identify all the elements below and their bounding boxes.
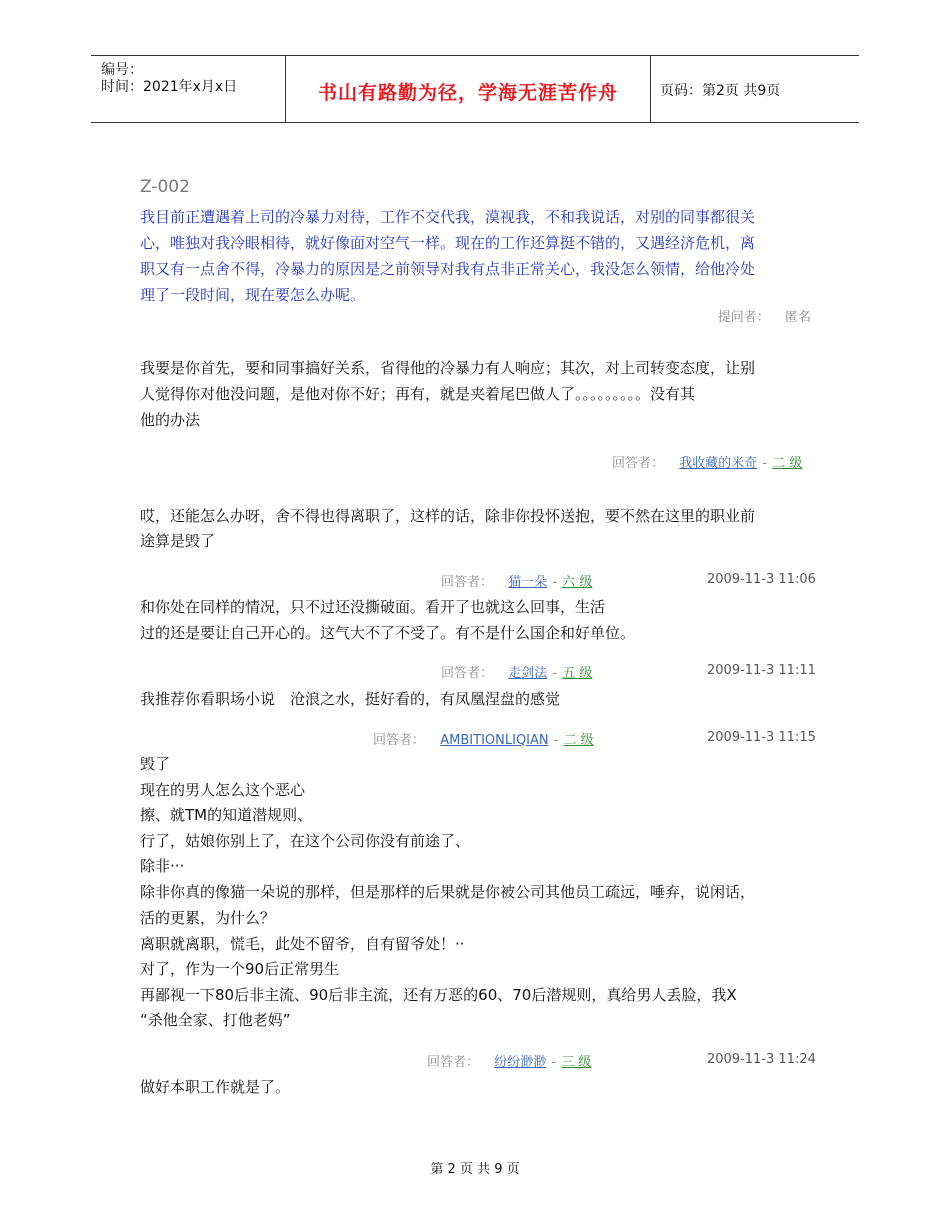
answer-meta: [373, 729, 594, 748]
answer-line: 行了，姑娘你别上了，在这个公司你没有前途了、: [140, 832, 471, 850]
answerer-level-link[interactable]: 三 级: [561, 1055, 592, 1070]
answer-line: 再鄙视一下80后非主流、90后非主流，还有万恶的60、70后潜规则，真给男人丢脸，我X: [140, 986, 737, 1004]
header-motto-cell: [285, 56, 651, 122]
page-footer: 第 2 页 共 9 页: [430, 1162, 520, 1177]
meta-separator: -: [552, 575, 558, 590]
answerer-label: 回答者：: [441, 666, 494, 681]
answer-line: 我推荐你看职场小说 沧浪之水，挺好看的，有凤凰涅盘的感觉: [140, 690, 561, 708]
answerer-label: 回答者：: [373, 733, 426, 748]
answer-line: 毁了: [140, 755, 171, 773]
answerer-link[interactable]: 猫一朵: [508, 575, 548, 590]
answerer-label: 回答者：: [427, 1055, 480, 1070]
answer-line: 离职就离职，慌毛，此处不留爷，自有留爷处！··: [140, 935, 465, 953]
answer-line: 对了，作为一个90后正常男生: [140, 960, 340, 978]
answerer-link[interactable]: 走剑法: [508, 666, 548, 681]
page-header: [91, 55, 859, 123]
answerer-level-link[interactable]: 五 级: [562, 666, 593, 681]
answer-line: 擦、就TM的知道潜规则、: [140, 806, 313, 824]
answerer-label: 回答者：: [441, 575, 494, 590]
header-right-cell: [650, 56, 859, 122]
answer-meta: [612, 452, 802, 471]
answerer-level-link[interactable]: 二 级: [772, 456, 803, 471]
asker-info: [718, 306, 811, 325]
asker-name: 匿名: [784, 310, 811, 325]
answer-time: 2009-11-3 11:15: [707, 730, 816, 745]
answer-time: 2009-11-3 11:06: [707, 572, 816, 587]
answer-meta: [441, 662, 592, 681]
answer-time: 2009-11-3 11:24: [707, 1052, 816, 1067]
answerer-link[interactable]: AMBITIONLIQIAN: [440, 733, 549, 748]
answer-time: 2009-11-3 11:11: [707, 663, 816, 678]
answer-line: 过的还是要让自己开心的。这气大不了不受了。有不是什么国企和好单位。: [140, 624, 636, 642]
answerer-level-link[interactable]: 六 级: [562, 575, 593, 590]
answer-line: 做好本职工作就是了。: [140, 1078, 291, 1096]
page-code: 页码：第2页 共9页: [660, 83, 781, 99]
answer-line: 现在的男人怎么这个恶心: [140, 781, 306, 799]
answer-line: 人觉得你对他没问题，是他对你不好；再有，就是夹着尾巴做人了。。。。。。。。。没有其: [140, 385, 696, 403]
answer-line: 活的更累，为什么？: [140, 909, 276, 927]
question-id: Z-002: [140, 177, 190, 197]
meta-separator: -: [762, 456, 768, 471]
question-line: 理了一段时间，现在要怎么办呢。: [140, 286, 366, 304]
question-line: 我目前正遭遇着上司的冷暴力对待，工作不交代我，漠视我，不和我说话，对别的同事都很关: [140, 208, 756, 226]
answer-line: 途算是毁了: [140, 532, 216, 550]
meta-separator: -: [551, 1055, 557, 1070]
answer-line: 我要是你首先，要和同事搞好关系，省得他的冷暴力有人响应；其次，对上司转变态度，让别: [140, 359, 756, 377]
answer-line: “杀他全家、打他老妈”: [140, 1011, 291, 1029]
answer-line: 哎，还能怎么办呀，舍不得也得离职了，这样的话，除非你投怀送抱，要不然在这里的职业前: [140, 507, 756, 525]
answer-meta: [427, 1051, 591, 1070]
answer-line: 除非···: [140, 857, 185, 875]
answerer-level-link[interactable]: 二 级: [563, 733, 594, 748]
answer-line: 他的办法: [140, 411, 201, 429]
asker-label: 提问者：: [717, 310, 770, 325]
answer-line: 除非你真的像猫一朵说的那样，但是那样的后果就是你被公司其他员工疏远，唾弃，说闲话，: [140, 883, 756, 901]
meta-separator: -: [553, 733, 559, 748]
motto: 书山有路勤为径，学海无涯苦作舟: [317, 82, 618, 104]
question-line: 心，唯独对我冷眼相待，就好像面对空气一样。现在的工作还算挺不错的，又遇经济危机，离: [140, 234, 756, 252]
time-label: 时间：2021年x月x日: [101, 79, 238, 95]
answerer-link[interactable]: 纷纷渺渺: [494, 1055, 547, 1070]
answer-meta: [441, 571, 592, 590]
answerer-link[interactable]: 我收藏的米奇: [679, 456, 758, 471]
number-label: 编号：: [101, 62, 143, 78]
header-left-cell: [91, 56, 285, 122]
question-line: 职又有一点舍不得，冷暴力的原因是之前领导对我有点非正常关心，我没怎么领情，给他冷处: [140, 260, 756, 278]
answerer-label: 回答者：: [612, 456, 665, 471]
answer-line: 和你处在同样的情况，只不过还没撕破面。看开了也就这么回事，生活: [140, 598, 606, 616]
meta-separator: -: [552, 666, 558, 681]
